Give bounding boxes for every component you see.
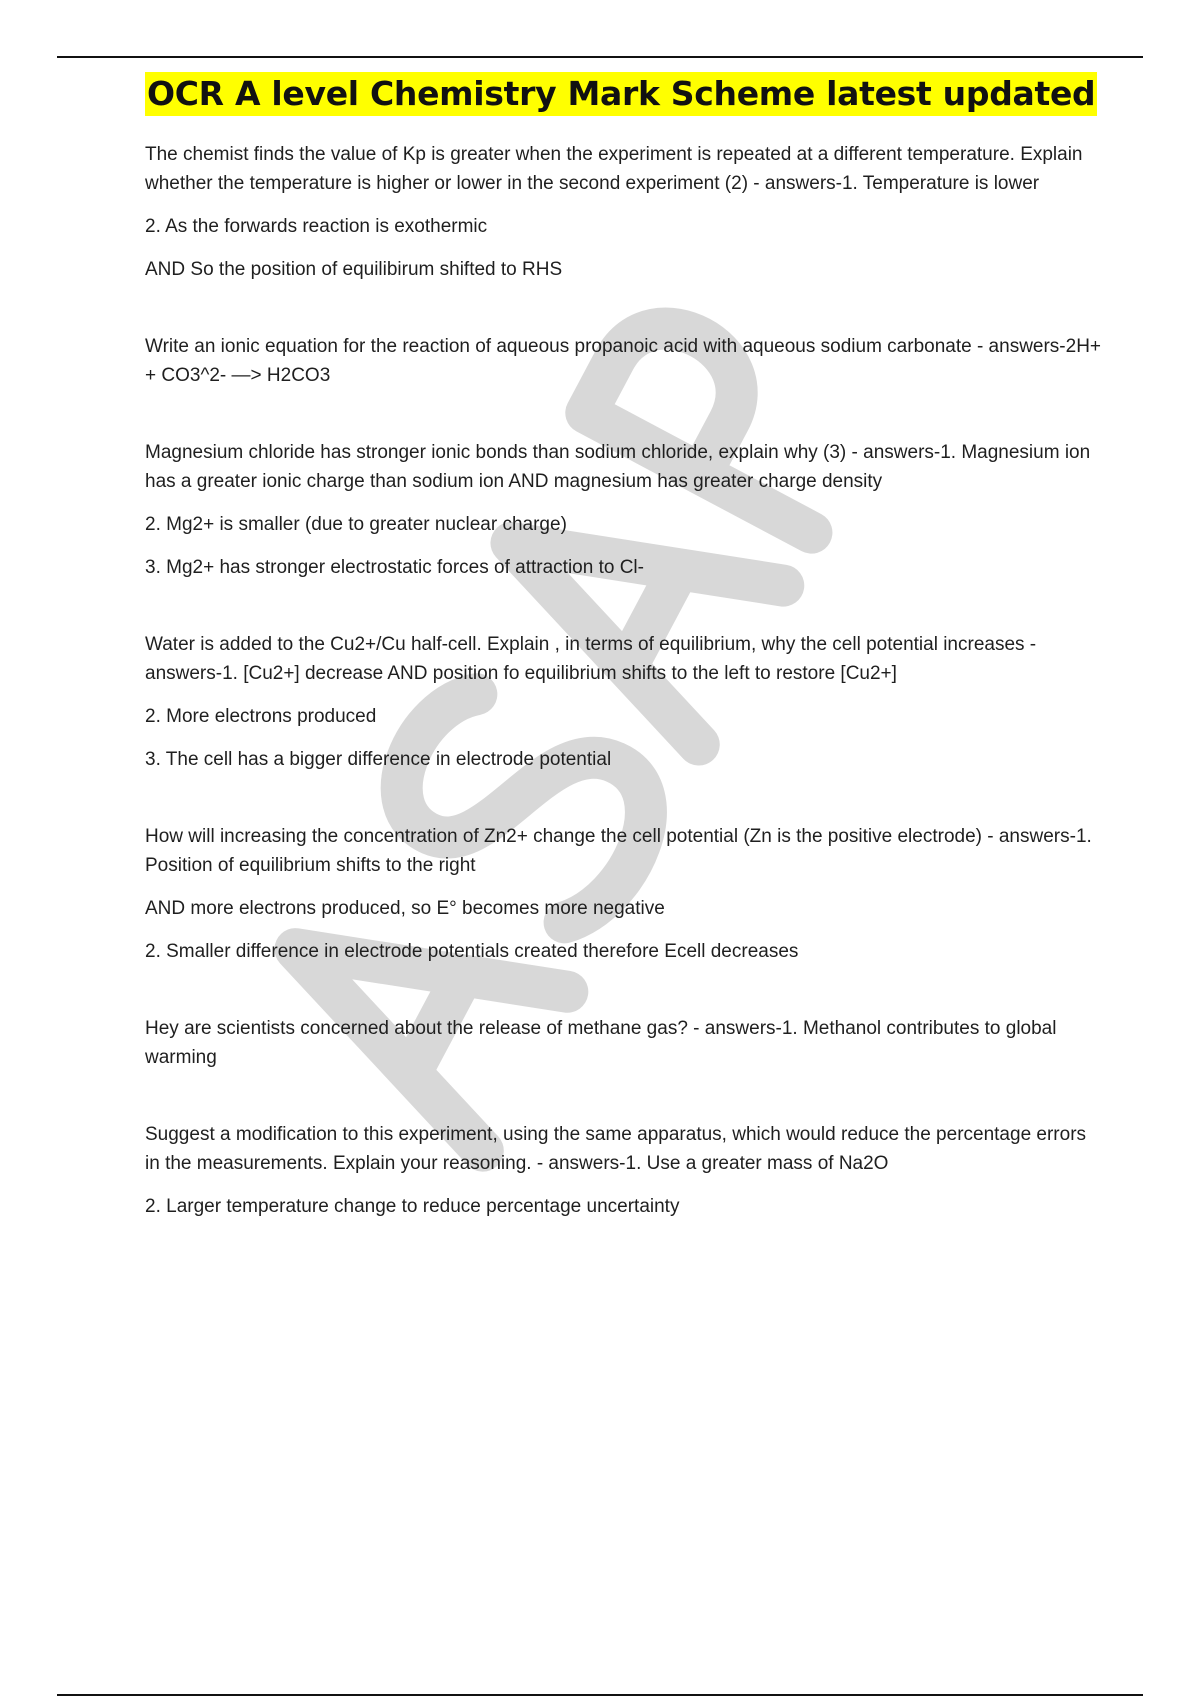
qa-item-ionic-equation — [145, 332, 1105, 390]
answer-line: AND more electrons produced, so E° becomes more negative — [145, 898, 665, 919]
qa-item-magnesium-chloride — [145, 438, 1105, 582]
qa-item-zn-concentration — [145, 822, 1105, 966]
document-body — [145, 72, 1105, 1235]
question-line: How will increasing the concentration of Zn2+ change the cell potential (Zn is the positive electrode) - answers-1. Position of equilibrium shifts to the right — [145, 826, 1092, 876]
answer-line: 3. The cell has a bigger difference in electrode potential — [145, 749, 612, 770]
question-line: Hey are scientists concerned about the release of methane gas? - answers-1. Methanol contributes to global warming — [145, 1018, 1057, 1068]
answer-line: 2. As the forwards reaction is exothermic — [145, 216, 488, 237]
answer-line: AND So the position of equilibirum shifted to RHS — [145, 259, 563, 280]
question-line: Write an ionic equation for the reaction of aqueous propanoic acid with aqueous sodium carbonate - answers-2H+ + CO3^2- —> H2CO3 — [145, 336, 1102, 386]
question-line: Water is added to the Cu2+/Cu half-cell. Explain , in terms of equilibrium, why the cell potential increases - answers-1. [Cu2+] decrease AND position fo equilibrium shifts to the left to restore [Cu2+] — [145, 634, 1037, 684]
answer-line: 2. Smaller difference in electrode potentials created therefore Ecell decreases — [145, 941, 799, 962]
answer-line: 3. Mg2+ has stronger electrostatic forces of attraction to Cl- — [145, 557, 644, 578]
top-rule — [57, 56, 1143, 58]
answer-line: 2. Mg2+ is smaller (due to greater nuclear charge) — [145, 514, 567, 535]
question-line: Suggest a modification to this experiment, using the same apparatus, which would reduce the percentage errors in the measurements. Explain your reasoning. - answers-1. Use a greater mass of Na2O — [145, 1124, 1087, 1174]
answer-line: 2. Larger temperature change to reduce percentage uncertainty — [145, 1196, 680, 1217]
qa-item-methane — [145, 1014, 1105, 1072]
document-title: OCR A level Chemistry Mark Scheme latest updated — [145, 72, 1097, 116]
qa-item-kp-temperature — [145, 140, 1105, 284]
answer-line: 2. More electrons produced — [145, 706, 377, 727]
qa-item-cu-half-cell — [145, 630, 1105, 774]
question-line: Magnesium chloride has stronger ionic bonds than sodium chloride, explain why (3) - answers-1. Magnesium ion has a greater ionic charge than sodium ion AND magnesium has greater charge density — [145, 442, 1091, 492]
question-line: The chemist finds the value of Kp is greater when the experiment is repeated at a different temperature. Explain whether the temperature is higher or lower in the second experiment (2) - answers-1. Temperature is lower — [145, 144, 1083, 194]
qa-item-experiment-modification — [145, 1120, 1105, 1221]
bottom-rule — [57, 1694, 1143, 1696]
